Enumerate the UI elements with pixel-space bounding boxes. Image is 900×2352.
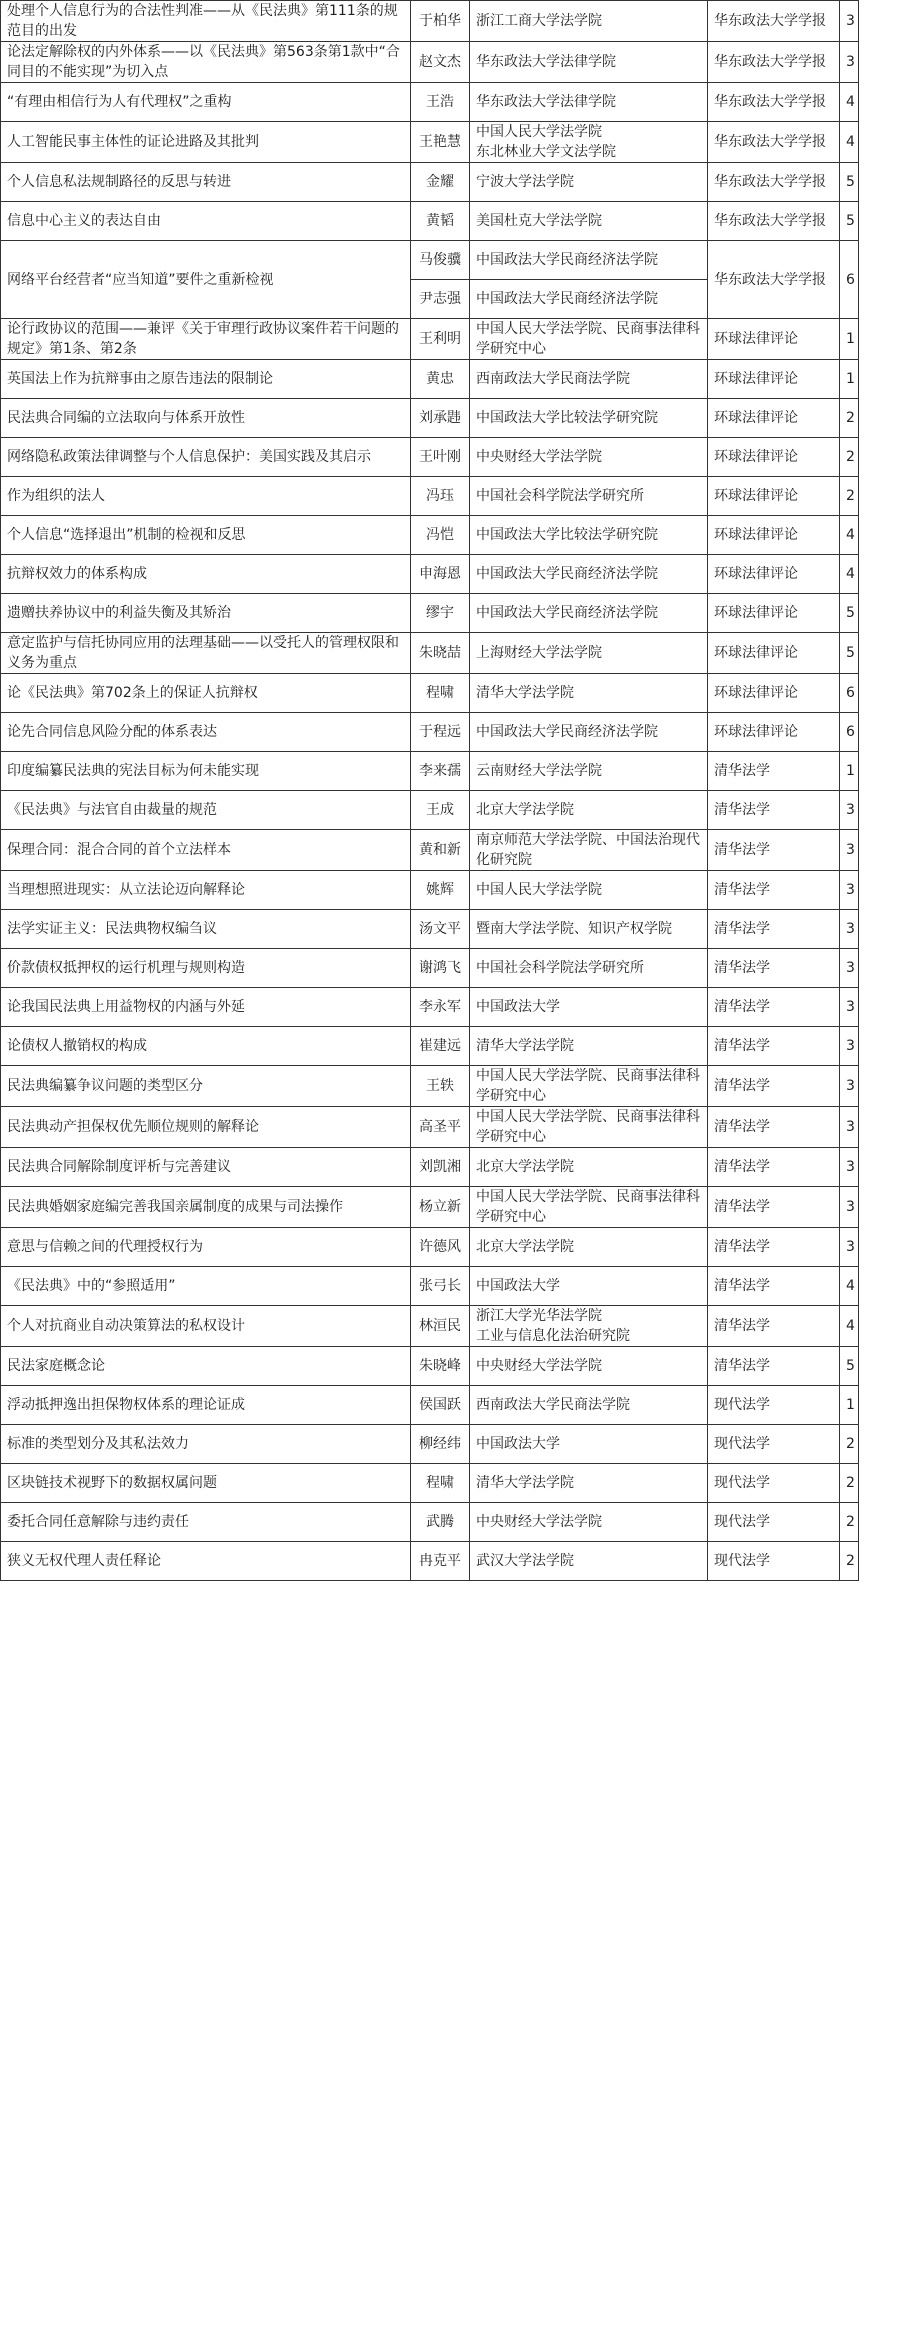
issue-number-cell: 3 [840,1,859,42]
table-row [1,791,859,830]
author-cell: 冯恺 [411,516,470,555]
table-row [1,674,859,713]
journal-cell: 华东政法大学学报 [708,163,840,202]
author-cell: 黄和新 [411,830,470,871]
article-title-cell: 英国法上作为抗辩事由之原告违法的限制论 [1,360,411,399]
journal-cell: 环球法律评论 [708,438,840,477]
affiliation-cell: 清华大学法学院 [470,674,708,713]
author-cell: 谢鸿飞 [411,949,470,988]
author-cell: 武腾 [411,1503,470,1542]
journal-cell: 华东政法大学学报 [708,241,840,319]
table-row [1,1187,859,1228]
table-row [1,949,859,988]
article-title-cell: 论法定解除权的内外体系——以《民法典》第563条第1款中“合同目的不能实现”为切入点 [1,42,411,83]
author-cell: 申海恩 [411,555,470,594]
author-cell: 冯珏 [411,477,470,516]
article-title-cell: 狭义无权代理人责任释论 [1,1542,411,1581]
table-row [1,399,859,438]
author-cell: 王艳慧 [411,122,470,163]
affiliation-cell: 中央财经大学法学院 [470,438,708,477]
author-cell: 刘承韪 [411,399,470,438]
journal-cell: 现代法学 [708,1425,840,1464]
article-title-cell: 民法典动产担保权优先顺位规则的解释论 [1,1107,411,1148]
issue-number-cell: 3 [840,988,859,1027]
article-title-cell: 区块链技术视野下的数据权属问题 [1,1464,411,1503]
journal-cell: 环球法律评论 [708,555,840,594]
article-title-cell: 人工智能民事主体性的证论进路及其批判 [1,122,411,163]
issue-number-cell: 2 [840,1464,859,1503]
author-cell: 李来孺 [411,752,470,791]
issue-number-cell: 2 [840,399,859,438]
issue-number-cell: 6 [840,241,859,319]
journal-cell: 清华法学 [708,949,840,988]
article-title-cell: 《民法典》与法官自由裁量的规范 [1,791,411,830]
table-row [1,319,859,360]
journal-cell: 环球法律评论 [708,360,840,399]
table-row [1,1148,859,1187]
table-row [1,477,859,516]
table-row [1,1464,859,1503]
issue-number-cell: 3 [840,42,859,83]
table-row [1,752,859,791]
table-row [1,1425,859,1464]
article-title-cell: “有理由相信行为人有代理权”之重构 [1,83,411,122]
author-cell: 于柏华 [411,1,470,42]
journal-cell: 清华法学 [708,1107,840,1148]
affiliation-cell: 中国政法大学 [470,988,708,1027]
article-title-cell: 民法典婚姻家庭编完善我国亲属制度的成果与司法操作 [1,1187,411,1228]
issue-number-cell: 3 [840,871,859,910]
author-cell: 朱晓喆 [411,633,470,674]
affiliation-cell: 清华大学法学院 [470,1464,708,1503]
issue-number-cell: 5 [840,594,859,633]
table-row [1,516,859,555]
affiliation-cell: 中央财经大学法学院 [470,1503,708,1542]
article-title-cell: 作为组织的法人 [1,477,411,516]
article-title-cell: 意定监护与信托协同应用的法理基础——以受托人的管理权限和义务为重点 [1,633,411,674]
affiliation-cell: 华东政法大学法律学院 [470,83,708,122]
article-title-cell: 意思与信赖之间的代理授权行为 [1,1228,411,1267]
affiliation-cell: 中国社会科学院法学研究所 [470,477,708,516]
affiliation-cell: 上海财经大学法学院 [470,633,708,674]
issue-number-cell: 3 [840,791,859,830]
affiliation-cell: 中国政法大学 [470,1425,708,1464]
issue-number-cell: 5 [840,163,859,202]
table-row [1,241,859,280]
article-title-cell: 民法典合同编的立法取向与体系开放性 [1,399,411,438]
journal-cell: 清华法学 [708,1027,840,1066]
issue-number-cell: 2 [840,1503,859,1542]
author-cell: 缪宇 [411,594,470,633]
article-title-cell: 个人信息“选择退出”机制的检视和反思 [1,516,411,555]
issue-number-cell: 3 [840,949,859,988]
table-row [1,1306,859,1347]
article-title-cell: 浮动抵押逸出担保物权体系的理论证成 [1,1386,411,1425]
journal-cell: 清华法学 [708,1066,840,1107]
affiliation-cell: 云南财经大学法学院 [470,752,708,791]
affiliation-cell: 中国政法大学民商经济法学院 [470,280,708,319]
affiliation-cell: 美国杜克大学法学院 [470,202,708,241]
author-cell: 金耀 [411,163,470,202]
affiliation-cell: 中国人民大学法学院 [470,871,708,910]
issue-number-cell: 5 [840,1347,859,1386]
journal-cell: 华东政法大学学报 [708,1,840,42]
article-title-cell: 网络平台经营者“应当知道”要件之重新检视 [1,241,411,319]
issue-number-cell: 6 [840,713,859,752]
affiliation-cell: 宁波大学法学院 [470,163,708,202]
journal-cell: 环球法律评论 [708,713,840,752]
article-title-cell: 印度编纂民法典的宪法目标为何未能实现 [1,752,411,791]
issue-number-cell: 5 [840,633,859,674]
affiliation-cell: 中国政法大学民商经济法学院 [470,241,708,280]
issue-number-cell: 3 [840,830,859,871]
affiliation-cell: 北京大学法学院 [470,1148,708,1187]
journal-cell: 环球法律评论 [708,477,840,516]
author-cell: 王成 [411,791,470,830]
article-title-cell: 委托合同任意解除与违约责任 [1,1503,411,1542]
table-row [1,1027,859,1066]
article-title-cell: 网络隐私政策法律调整与个人信息保护：美国实践及其启示 [1,438,411,477]
article-title-cell: 论先合同信息风险分配的体系表达 [1,713,411,752]
author-cell: 高圣平 [411,1107,470,1148]
article-title-cell: 论行政协议的范围——兼评《关于审理行政协议案件若干问题的规定》第1条、第2条 [1,319,411,360]
issue-number-cell: 3 [840,1228,859,1267]
author-cell: 汤文平 [411,910,470,949]
issue-number-cell: 4 [840,122,859,163]
table-row [1,988,859,1027]
article-title-cell: 标准的类型划分及其私法效力 [1,1425,411,1464]
author-cell: 王浩 [411,83,470,122]
author-cell: 马俊骥 [411,241,470,280]
table-row [1,830,859,871]
article-title-cell: 处理个人信息行为的合法性判准——从《民法典》第111条的规范目的出发 [1,1,411,42]
table-row [1,1267,859,1306]
issue-number-cell: 4 [840,83,859,122]
journal-cell: 现代法学 [708,1503,840,1542]
table-row [1,1,859,42]
table-row [1,594,859,633]
table-row [1,202,859,241]
journal-cell: 环球法律评论 [708,594,840,633]
article-title-cell: 论《民法典》第702条上的保证人抗辩权 [1,674,411,713]
journal-cell: 环球法律评论 [708,516,840,555]
issue-number-cell: 6 [840,674,859,713]
author-cell: 侯国跃 [411,1386,470,1425]
author-cell: 许德风 [411,1228,470,1267]
issue-number-cell: 1 [840,360,859,399]
affiliation-cell: 北京大学法学院 [470,1228,708,1267]
article-title-cell: 个人对抗商业自动决策算法的私权设计 [1,1306,411,1347]
affiliation-cell: 暨南大学法学院、知识产权学院 [470,910,708,949]
author-cell: 崔建远 [411,1027,470,1066]
articles-table-body [1,1,859,1581]
journal-cell: 清华法学 [708,910,840,949]
journal-cell: 华东政法大学学报 [708,122,840,163]
journal-cell: 清华法学 [708,830,840,871]
article-title-cell: 个人信息私法规制路径的反思与转进 [1,163,411,202]
journal-cell: 华东政法大学学报 [708,202,840,241]
author-cell: 王叶刚 [411,438,470,477]
author-cell: 冉克平 [411,1542,470,1581]
journal-cell: 华东政法大学学报 [708,42,840,83]
affiliation-cell: 中国社会科学院法学研究所 [470,949,708,988]
affiliation-cell: 中国政法大学民商经济法学院 [470,594,708,633]
journal-cell: 清华法学 [708,1187,840,1228]
issue-number-cell: 2 [840,1542,859,1581]
journal-cell: 清华法学 [708,1306,840,1347]
article-title-cell: 遗赠扶养协议中的利益失衡及其矫治 [1,594,411,633]
table-row [1,555,859,594]
article-title-cell: 民法典编纂争议问题的类型区分 [1,1066,411,1107]
issue-number-cell: 2 [840,438,859,477]
issue-number-cell: 4 [840,1306,859,1347]
table-row [1,1107,859,1148]
journal-cell: 清华法学 [708,1148,840,1187]
issue-number-cell: 1 [840,752,859,791]
table-row [1,83,859,122]
issue-number-cell: 1 [840,319,859,360]
affiliation-cell: 北京大学法学院 [470,791,708,830]
issue-number-cell: 4 [840,516,859,555]
author-cell: 刘凯湘 [411,1148,470,1187]
journal-cell: 清华法学 [708,871,840,910]
author-cell: 朱晓峰 [411,1347,470,1386]
author-cell: 林洹民 [411,1306,470,1347]
issue-number-cell: 2 [840,1425,859,1464]
affiliation-cell: 中国人民大学法学院 东北林业大学文法学院 [470,122,708,163]
article-title-cell: 价款债权抵押权的运行机理与规则构造 [1,949,411,988]
journal-cell: 现代法学 [708,1464,840,1503]
journal-cell: 现代法学 [708,1386,840,1425]
author-cell: 尹志强 [411,280,470,319]
author-cell: 黄忠 [411,360,470,399]
article-title-cell: 保理合同：混合合同的首个立法样本 [1,830,411,871]
table-row [1,910,859,949]
author-cell: 杨立新 [411,1187,470,1228]
author-cell: 王利明 [411,319,470,360]
issue-number-cell: 3 [840,1107,859,1148]
journal-cell: 环球法律评论 [708,399,840,438]
journal-cell: 清华法学 [708,1267,840,1306]
journal-cell: 清华法学 [708,791,840,830]
table-row [1,1386,859,1425]
article-title-cell: 当理想照进现实：从立法论迈向解释论 [1,871,411,910]
table-row [1,438,859,477]
journal-cell: 环球法律评论 [708,633,840,674]
author-cell: 黄韬 [411,202,470,241]
table-row [1,163,859,202]
article-title-cell: 《民法典》中的“参照适用” [1,1267,411,1306]
author-cell: 程啸 [411,1464,470,1503]
table-row [1,1542,859,1581]
article-title-cell: 论我国民法典上用益物权的内涵与外延 [1,988,411,1027]
article-title-cell: 法学实证主义：民法典物权编刍议 [1,910,411,949]
author-cell: 张弓长 [411,1267,470,1306]
article-title-cell: 民法典合同解除制度评析与完善建议 [1,1148,411,1187]
affiliation-cell: 中国人民大学法学院、民商事法律科学研究中心 [470,1187,708,1228]
affiliation-cell: 浙江大学光华法学院 工业与信息化法治研究院 [470,1306,708,1347]
journal-cell: 环球法律评论 [708,319,840,360]
issue-number-cell: 4 [840,555,859,594]
affiliation-cell: 中国人民大学法学院、民商事法律科学研究中心 [470,319,708,360]
table-row [1,713,859,752]
table-row [1,42,859,83]
table-row [1,1503,859,1542]
issue-number-cell: 4 [840,1267,859,1306]
table-row [1,871,859,910]
affiliation-cell: 中国政法大学比较法学研究院 [470,399,708,438]
author-cell: 赵文杰 [411,42,470,83]
journal-cell: 清华法学 [708,1347,840,1386]
issue-number-cell: 3 [840,910,859,949]
issue-number-cell: 1 [840,1386,859,1425]
affiliation-cell: 中央财经大学法学院 [470,1347,708,1386]
affiliation-cell: 清华大学法学院 [470,1027,708,1066]
affiliation-cell: 武汉大学法学院 [470,1542,708,1581]
issue-number-cell: 3 [840,1066,859,1107]
author-cell: 程啸 [411,674,470,713]
table-row [1,360,859,399]
affiliation-cell: 中国政法大学比较法学研究院 [470,516,708,555]
author-cell: 柳经纬 [411,1425,470,1464]
table-row [1,1347,859,1386]
author-cell: 王轶 [411,1066,470,1107]
article-title-cell: 民法家庭概念论 [1,1347,411,1386]
article-title-cell: 论债权人撤销权的构成 [1,1027,411,1066]
issue-number-cell: 3 [840,1187,859,1228]
journal-cell: 清华法学 [708,988,840,1027]
affiliation-cell: 中国政法大学民商经济法学院 [470,713,708,752]
affiliation-cell: 中国政法大学民商经济法学院 [470,555,708,594]
author-cell: 李永军 [411,988,470,1027]
issue-number-cell: 2 [840,477,859,516]
affiliation-cell: 浙江工商大学法学院 [470,1,708,42]
issue-number-cell: 5 [840,202,859,241]
affiliation-cell: 中国人民大学法学院、民商事法律科学研究中心 [470,1066,708,1107]
journal-cell: 清华法学 [708,752,840,791]
affiliation-cell: 华东政法大学法律学院 [470,42,708,83]
author-cell: 姚辉 [411,871,470,910]
author-cell: 于程远 [411,713,470,752]
journal-cell: 清华法学 [708,1228,840,1267]
table-row [1,633,859,674]
journal-cell: 环球法律评论 [708,674,840,713]
journal-cell: 现代法学 [708,1542,840,1581]
table-row [1,122,859,163]
affiliation-cell: 中国政法大学 [470,1267,708,1306]
affiliation-cell: 西南政法大学民商法学院 [470,1386,708,1425]
issue-number-cell: 3 [840,1148,859,1187]
table-row [1,1228,859,1267]
affiliation-cell: 南京师范大学法学院、中国法治现代化研究院 [470,830,708,871]
table-row [1,1066,859,1107]
journal-cell: 华东政法大学学报 [708,83,840,122]
article-title-cell: 抗辩权效力的体系构成 [1,555,411,594]
affiliation-cell: 中国人民大学法学院、民商事法律科学研究中心 [470,1107,708,1148]
article-title-cell: 信息中心主义的表达自由 [1,202,411,241]
issue-number-cell: 3 [840,1027,859,1066]
affiliation-cell: 西南政法大学民商法学院 [470,360,708,399]
